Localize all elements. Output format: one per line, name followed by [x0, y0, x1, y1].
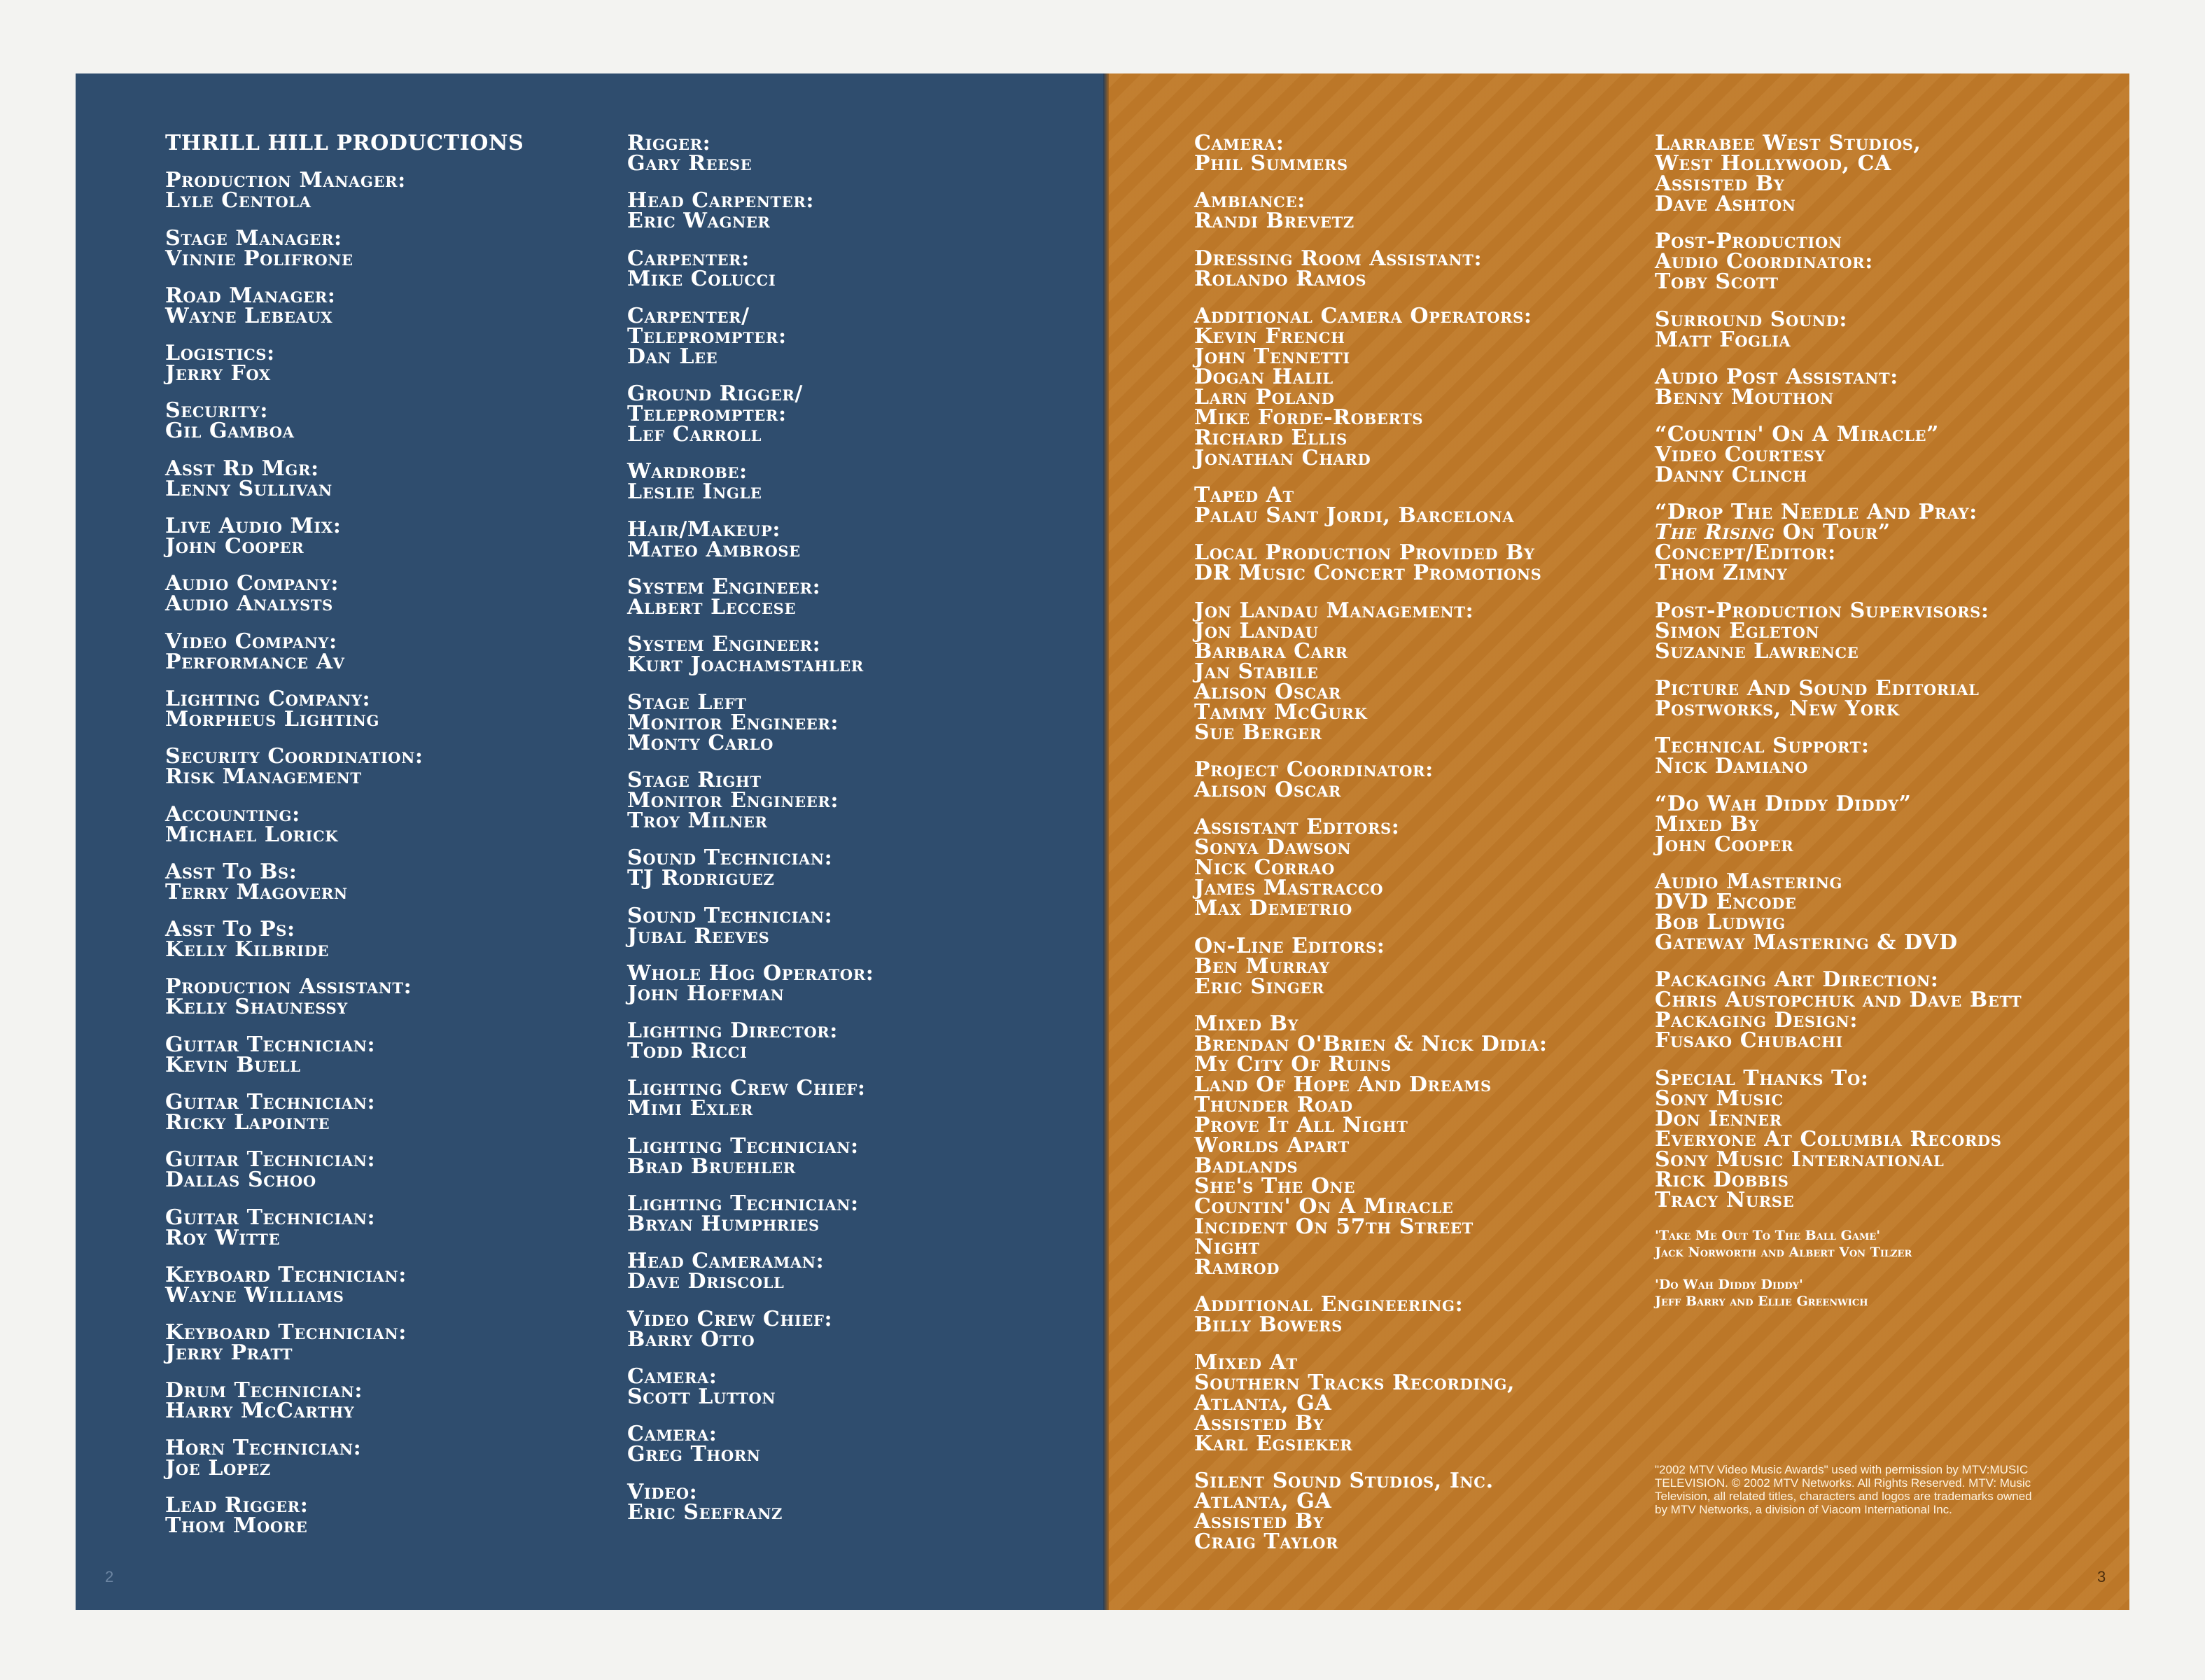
credit-line: Jan Stabile — [1194, 659, 1319, 684]
credit-line: Gary Reese — [627, 151, 752, 176]
credit-line: Ground Rigger/ — [627, 382, 803, 407]
credit-line: Monty Carlo — [627, 730, 774, 755]
credit-entry — [1194, 757, 1628, 803]
credit-line: Carpenter/ — [627, 303, 750, 328]
credit-line: Sonya Dawson — [1194, 835, 1352, 860]
credit-entry — [165, 458, 599, 499]
credit-line: Video Company: — [165, 629, 337, 654]
credit-line: Mateo Ambrose — [627, 537, 801, 562]
credit-line: Ricky Lapointe — [165, 1110, 330, 1135]
credit-entry — [165, 744, 599, 790]
credit-line: Larn Poland — [1194, 384, 1335, 410]
credit-line: Road Manager: — [165, 283, 336, 308]
credit-line: Suzanne Lawrence — [1655, 638, 1859, 664]
credit-entry — [165, 398, 599, 444]
credit-line: Ben Murray — [1194, 953, 1330, 979]
credit-line: Night — [1194, 1234, 1260, 1259]
credit-entry — [1194, 1011, 1628, 1280]
credit-line: Mike Colucci — [627, 266, 776, 291]
credit-line: Thom Zimny — [1655, 561, 1788, 586]
credit-line: Leslie Ingle — [627, 479, 762, 505]
credit-line: Lef Carroll — [627, 422, 762, 447]
credit-line: Barry Otto — [627, 1326, 755, 1352]
credit-entry — [1655, 133, 2089, 214]
credit-line: Danny Clinch — [1655, 463, 1807, 488]
credit-entry — [165, 1092, 599, 1133]
credit-line: Asst To Ps: — [165, 917, 295, 942]
credit-line: Taped At — [1194, 483, 1294, 508]
credit-line: Countin' On A Miracle — [1194, 1194, 1454, 1219]
credit-line: Benny Mouthon — [1655, 384, 1834, 410]
credit-line: Sound Technician: — [627, 903, 833, 928]
credit-line: Brad Bruehler — [627, 1154, 796, 1179]
credit-entry — [627, 188, 1061, 234]
credit-line: John Hoffman — [627, 981, 785, 1006]
credit-line: Wayne Williams — [165, 1282, 344, 1308]
credit-line: Nick Corrao — [1194, 855, 1335, 881]
credit-line: Richard Ellis — [1194, 425, 1348, 450]
credit-entry — [627, 1251, 1061, 1292]
credit-line: Audio Post Assistant: — [1655, 364, 1898, 389]
page-number-left: 2 — [105, 1568, 114, 1586]
credit-line: Scott Lutton — [627, 1384, 776, 1409]
credit-line: Assisted By — [1194, 1410, 1324, 1436]
credit-entry — [165, 1032, 599, 1077]
credit-line: Jon Landau — [1194, 618, 1319, 643]
credit-line: Bryan Humphries — [627, 1212, 820, 1237]
credit-entry — [1194, 133, 1628, 174]
credit-line: Special Thanks To: — [1655, 1065, 1869, 1091]
credit-line: Billy Bowers — [1194, 1312, 1343, 1338]
song-credit — [1655, 1276, 2089, 1310]
credit-entry — [1194, 485, 1628, 526]
credit-line: Performance Av — [165, 649, 345, 674]
credit-line: Mike Forde-Roberts — [1194, 405, 1424, 430]
credit-line: “Countin' On A Miracle” — [1655, 422, 1940, 447]
credit-line: Live Audio Mix: — [165, 514, 342, 539]
credit-line: Alison Oscar — [1194, 679, 1341, 704]
credit-line: Chris Austopchuk and Dave Bett — [1655, 988, 2022, 1013]
credit-line: Tracy Nurse — [1655, 1187, 1795, 1212]
credit-line: Lighting Director: — [627, 1018, 838, 1044]
credit-line: Dave Driscoll — [627, 1269, 785, 1294]
credit-entry — [1655, 676, 2089, 722]
credit-entry — [165, 804, 599, 845]
credit-line: Packaging Art Direction: — [1655, 967, 1939, 993]
credit-entry — [627, 519, 1061, 560]
credit-entry — [627, 1133, 1061, 1179]
credit-entry — [1655, 364, 2089, 410]
credit-entry — [627, 133, 1061, 174]
credit-entry — [627, 1366, 1061, 1407]
credit-line: System Engineer: — [627, 575, 821, 600]
credit-line: Thunder Road — [1194, 1092, 1353, 1117]
credit-line: Video Crew Chief: — [627, 1306, 833, 1331]
credit-entry — [627, 1018, 1061, 1064]
credit-line: Hair/Makeup: — [627, 517, 781, 542]
credit-line: Jack Norworth and Albert Von Tilzer — [1655, 1244, 1912, 1260]
credit-line: Everyone At Columbia Records — [1655, 1126, 2002, 1152]
credit-line: Barbara Carr — [1194, 638, 1348, 664]
credit-line: Monitor Engineer: — [627, 788, 839, 813]
credit-line: Sound Technician: — [627, 846, 833, 871]
credit-entry — [627, 1306, 1061, 1352]
credit-entry — [627, 303, 1061, 369]
credit-line: Jerry Fox — [165, 361, 271, 386]
credit-entry — [165, 686, 599, 732]
credit-entry — [1194, 540, 1628, 586]
credit-line: Larrabee West Studios, — [1655, 131, 1921, 155]
credit-line: Rigger: — [627, 131, 711, 155]
credit-line: Monitor Engineer: — [627, 710, 839, 735]
credit-entry — [165, 1205, 599, 1250]
credit-line: Kurt Joachamstahler — [627, 652, 864, 678]
credit-line: Alison Oscar — [1194, 778, 1341, 803]
credit-line: Guitar Technician: — [165, 1032, 376, 1057]
credit-line: Max Demetrio — [1194, 896, 1352, 921]
credit-line: Audio Mastering — [1655, 869, 1843, 894]
credit-entry — [1194, 1352, 1628, 1454]
credit-line: Gil Gamboa — [165, 419, 295, 444]
credit-line: Drum Technician: — [165, 1378, 363, 1403]
credit-line: Post-Production — [1655, 229, 1842, 254]
credit-line: Don Ienner — [1655, 1106, 1782, 1131]
credit-line: Sony Music — [1655, 1086, 1784, 1111]
credit-line: Stage Right — [627, 767, 762, 792]
credit-line: Lighting Technician: — [627, 1133, 859, 1158]
credit-entry — [627, 692, 1061, 753]
credit-entry — [165, 974, 599, 1020]
credit-entry — [165, 571, 599, 617]
credit-line: Ramrod — [1194, 1254, 1280, 1280]
credit-entry — [1194, 1468, 1628, 1554]
credit-entry — [627, 960, 1061, 1006]
credit-entry — [627, 903, 1061, 948]
credit-entry — [1655, 1065, 2089, 1212]
credit-line: Incident On 57th Street — [1194, 1214, 1474, 1239]
credit-line — [1655, 520, 2089, 545]
credit-line: Camera: — [1194, 131, 1284, 155]
credit-entry — [627, 248, 1061, 289]
credit-line: TJ Rodriguez — [627, 866, 775, 891]
credit-line: Lead Rigger: — [165, 1493, 309, 1518]
credit-line: Audio Coordinator: — [1655, 249, 1873, 274]
credit-line: Mixed At — [1194, 1350, 1298, 1375]
credit-line: Dressing Room Assistant: — [1194, 246, 1483, 271]
credit-line: Picture And Sound Editorial — [1655, 676, 1980, 701]
credit-line: Craig Taylor — [1194, 1529, 1339, 1554]
credit-line: Guitar Technician: — [165, 1147, 376, 1172]
credit-line: Risk Management — [165, 764, 362, 790]
credit-entry — [1655, 734, 2089, 779]
credit-line: Terry Magovern — [165, 879, 348, 904]
credit-entry — [165, 1320, 599, 1366]
credit-line: DVD Encode — [1655, 889, 1797, 914]
credit-line: Assistant Editors: — [1194, 815, 1400, 840]
credit-line: Concept/Editor: — [1655, 540, 1836, 566]
credit-entry — [165, 1493, 599, 1539]
credit-line: Nick Damiano — [1655, 754, 1809, 779]
credit-line: Eric Singer — [1194, 974, 1324, 999]
credit-line: DR Music Concert Promotions — [1194, 561, 1542, 586]
credit-entry — [165, 133, 599, 153]
credit-line: Production Manager: — [165, 168, 406, 193]
credit-line: Phil Summers — [1194, 151, 1348, 176]
credit-line: Lighting Crew Chief: — [627, 1076, 866, 1101]
credit-line: Land Of Hope And Dreams — [1194, 1072, 1492, 1097]
title-suffix: On Tour” — [1774, 520, 1891, 545]
credit-line: Asst To Bs: — [165, 859, 298, 884]
credit-line: Thom Moore — [165, 1513, 308, 1539]
credit-line: System Engineer: — [627, 632, 821, 657]
credit-line: Jubal Reeves — [627, 923, 770, 948]
credit-entry — [1655, 309, 2089, 350]
credit-line: Simon Egleton — [1655, 618, 1820, 643]
credit-line: Palau Sant Jordi, Barcelona — [1194, 503, 1515, 528]
credit-line: Mixed By — [1194, 1011, 1299, 1036]
credit-line: Jon Landau Management: — [1194, 598, 1474, 623]
credit-entry — [1194, 815, 1628, 921]
credit-line: Sony Music International — [1655, 1147, 1945, 1172]
credit-line: Lighting Company: — [165, 686, 371, 711]
credit-entry — [1194, 248, 1628, 289]
credit-entry — [627, 767, 1061, 833]
credit-line: 'Do Wah Diddy Diddy' — [1655, 1276, 1803, 1292]
credit-line: Morpheus Lighting — [165, 706, 379, 732]
credit-entry — [165, 859, 599, 904]
credit-line: Stage Left — [627, 690, 747, 715]
credit-line: Assisted By — [1655, 172, 1785, 196]
credit-line: THRILL HILL PRODUCTIONS — [165, 131, 524, 155]
credit-line: Camera: — [627, 1422, 718, 1447]
credit-entry — [165, 1380, 599, 1421]
italic-title: The Rising — [1655, 520, 1775, 545]
credit-line: Mimi Exler — [627, 1096, 753, 1121]
credit-line: Local Production Provided By — [1194, 540, 1535, 566]
credit-line: Assisted By — [1194, 1508, 1324, 1534]
credit-line: Kevin Buell — [165, 1052, 301, 1077]
credit-line: Video: — [627, 1479, 698, 1504]
credit-line: Security Coordination: — [165, 744, 424, 769]
credit-line: Stage Manager: — [165, 225, 342, 251]
credit-line: Jeff Barry and Ellie Greenwich — [1655, 1293, 1868, 1309]
credit-line: Michael Lorick — [165, 822, 339, 847]
credit-line: Fusako Chubachi — [1655, 1028, 1843, 1054]
credit-entry — [1655, 791, 2089, 857]
credit-entry — [1194, 303, 1628, 470]
credit-line: Production Assistant: — [165, 974, 412, 1000]
credit-line: Eric Seefranz — [627, 1499, 783, 1525]
credit-entry — [165, 283, 599, 328]
credit-line: Troy Milner — [627, 808, 768, 833]
credit-entry — [1194, 933, 1628, 999]
credit-line: Rolando Ramos — [1194, 266, 1367, 291]
credit-entry — [1655, 422, 2089, 488]
credit-line: “Drop The Needle And Pray: — [1655, 500, 1977, 525]
credit-entry — [165, 225, 599, 271]
credit-line: Kelly Shaunessy — [165, 995, 348, 1020]
credit-entry — [165, 1147, 599, 1193]
credit-line: Atlanta, GA — [1194, 1390, 1332, 1415]
credit-line: Postworks, New York — [1655, 696, 1900, 722]
credit-entry — [1194, 598, 1628, 745]
credit-entry — [627, 1422, 1061, 1467]
page-number-right: 3 — [2097, 1568, 2106, 1586]
credit-line: Video Courtesy — [1655, 442, 1826, 468]
legal-notice: "2002 MTV Video Music Awards" used with permission by MTV:MUSIC TELEVISION. © 2002 MTV Networks. All Rights Reserved. MTV: Music Television, all related titles, characters and logos are trademarks owned by MTV Networks, a division of Viacom International Inc. — [1655, 1463, 2032, 1516]
credit-line: Jonathan Chard — [1194, 445, 1371, 470]
credit-line: Albert Leccese — [627, 595, 797, 620]
credit-line: Roy Witte — [165, 1225, 281, 1250]
credit-line: Keyboard Technician: — [165, 1320, 407, 1345]
credit-line: Dogan Halil — [1194, 364, 1334, 389]
credit-line: Harry McCarthy — [165, 1398, 355, 1423]
credit-entry — [627, 846, 1061, 891]
credit-line: Kevin French — [1194, 323, 1345, 349]
credits-column-4 — [1655, 133, 2089, 1325]
credit-line: Teleprompter: — [627, 323, 787, 349]
credit-line: Eric Wagner — [627, 209, 771, 234]
credit-line: She's The One — [1194, 1173, 1356, 1198]
credit-line: Toby Scott — [1655, 270, 1779, 295]
credit-entry — [1655, 598, 2089, 664]
credit-line: Head Cameraman: — [627, 1249, 825, 1274]
credits-column-2 — [627, 133, 1061, 1539]
credit-line: John Cooper — [1655, 832, 1794, 857]
credit-line: Ambiance: — [1194, 188, 1306, 214]
credit-line: Greg Thorn — [627, 1442, 761, 1467]
credit-line: Logistics: — [165, 341, 275, 366]
credit-line: Additional Engineering: — [1194, 1292, 1464, 1317]
credit-entry — [1655, 869, 2089, 955]
credit-entry — [1194, 188, 1628, 234]
credit-line: Atlanta, GA — [1194, 1488, 1332, 1513]
credit-line: Vinnie Polifrone — [165, 246, 354, 271]
credit-line: Head Carpenter: — [627, 188, 815, 214]
credit-entry — [627, 1191, 1061, 1237]
credit-line: Additional Camera Operators: — [1194, 303, 1532, 328]
credit-entry — [627, 632, 1061, 678]
credit-entry — [1194, 1292, 1628, 1338]
credit-line: Prove It All Night — [1194, 1112, 1408, 1138]
credit-line: Teleprompter: — [627, 402, 787, 427]
credit-entry — [165, 919, 599, 960]
credit-line: Bob Ludwig — [1655, 909, 1786, 934]
song-credit — [1655, 1227, 2089, 1261]
credit-line: Asst Rd Mgr: — [165, 456, 319, 481]
credit-line: Worlds Apart — [1194, 1133, 1350, 1158]
credit-entry — [1655, 967, 2089, 1054]
credit-line: Mixed By — [1655, 811, 1760, 836]
credit-line: “Do Wah Diddy Diddy” — [1655, 791, 1912, 816]
credit-line: Accounting: — [165, 802, 300, 827]
credit-line: John Tennetti — [1194, 344, 1350, 369]
credit-line: Camera: — [627, 1364, 718, 1389]
credit-line: Lighting Technician: — [627, 1191, 859, 1217]
credits-column-1 — [165, 133, 599, 1553]
credit-line: James Mastracco — [1194, 876, 1384, 901]
credit-entry — [627, 1479, 1061, 1525]
booklet-spine — [1103, 74, 1109, 1610]
credit-entry — [165, 1262, 599, 1308]
credit-entry — [165, 168, 599, 214]
credit-line: Keyboard Technician: — [165, 1262, 407, 1287]
credits-column-3 — [1194, 133, 1628, 1569]
credit-line: Karl Egsieker — [1194, 1431, 1353, 1456]
credit-line: Wayne Lebeaux — [165, 303, 333, 328]
credit-line: Lenny Sullivan — [165, 476, 332, 501]
credit-entry — [627, 382, 1061, 447]
credit-entry — [1655, 229, 2089, 295]
credit-line: John Cooper — [165, 534, 304, 559]
credit-line: Dallas Schoo — [165, 1168, 316, 1193]
credit-line: Whole Hog Operator: — [627, 960, 874, 986]
credit-line: Surround Sound: — [1655, 307, 1848, 332]
credit-entry — [1655, 500, 2089, 586]
credit-entry — [627, 1078, 1061, 1119]
credit-line: Southern Tracks Recording, — [1194, 1370, 1516, 1395]
credit-entry — [165, 631, 599, 672]
credit-line: Carpenter: — [627, 246, 750, 271]
credit-line: Packaging Design: — [1655, 1008, 1858, 1033]
credit-line: Matt Foglia — [1655, 327, 1791, 352]
credit-line: Gateway Mastering & DVD — [1655, 930, 1958, 955]
credit-line: On-Line Editors: — [1194, 933, 1385, 958]
credit-line: Audio Company: — [165, 571, 339, 596]
credit-line: Badlands — [1194, 1153, 1298, 1178]
credit-line: Joe Lopez — [165, 1455, 271, 1480]
credit-entry — [165, 343, 599, 384]
credit-line: Lyle Centola — [165, 188, 312, 214]
credit-entry — [627, 459, 1061, 505]
credit-line: West Hollywood, CA — [1655, 151, 1891, 176]
credit-line: Jerry Pratt — [165, 1340, 293, 1366]
credit-entry — [165, 514, 599, 559]
credit-line: Audio Analysts — [165, 592, 333, 617]
credit-line: Tammy McGurk — [1194, 699, 1368, 724]
credit-entry — [627, 575, 1061, 620]
credit-line: Sue Berger — [1194, 720, 1322, 745]
credit-line: Rick Dobbis — [1655, 1167, 1789, 1192]
credit-line: Randi Brevetz — [1194, 209, 1354, 234]
credit-line: Security: — [165, 398, 269, 424]
credit-line: Project Coordinator: — [1194, 757, 1434, 783]
credit-entry — [165, 1435, 599, 1480]
credit-line: Technical Support: — [1655, 734, 1870, 759]
credit-line: Wardrobe: — [627, 459, 748, 484]
credit-line: Todd Ricci — [627, 1039, 748, 1064]
credit-line: My City Of Ruins — [1194, 1051, 1392, 1077]
credit-line: Horn Technician: — [165, 1435, 362, 1460]
credit-line: Guitar Technician: — [165, 1090, 376, 1115]
credit-line: Silent Sound Studios, Inc. — [1194, 1468, 1494, 1493]
credit-line: Guitar Technician: — [165, 1205, 376, 1230]
credit-line: 'Take Me Out To The Ball Game' — [1655, 1227, 1881, 1243]
credit-line: Brendan O'Brien & Nick Didia: — [1194, 1031, 1548, 1056]
credit-line: Dan Lee — [627, 344, 718, 369]
credit-line: Post-Production Supervisors: — [1655, 598, 1989, 623]
credit-line: Dave Ashton — [1655, 192, 1796, 216]
credit-line: Kelly Kilbride — [165, 937, 330, 962]
